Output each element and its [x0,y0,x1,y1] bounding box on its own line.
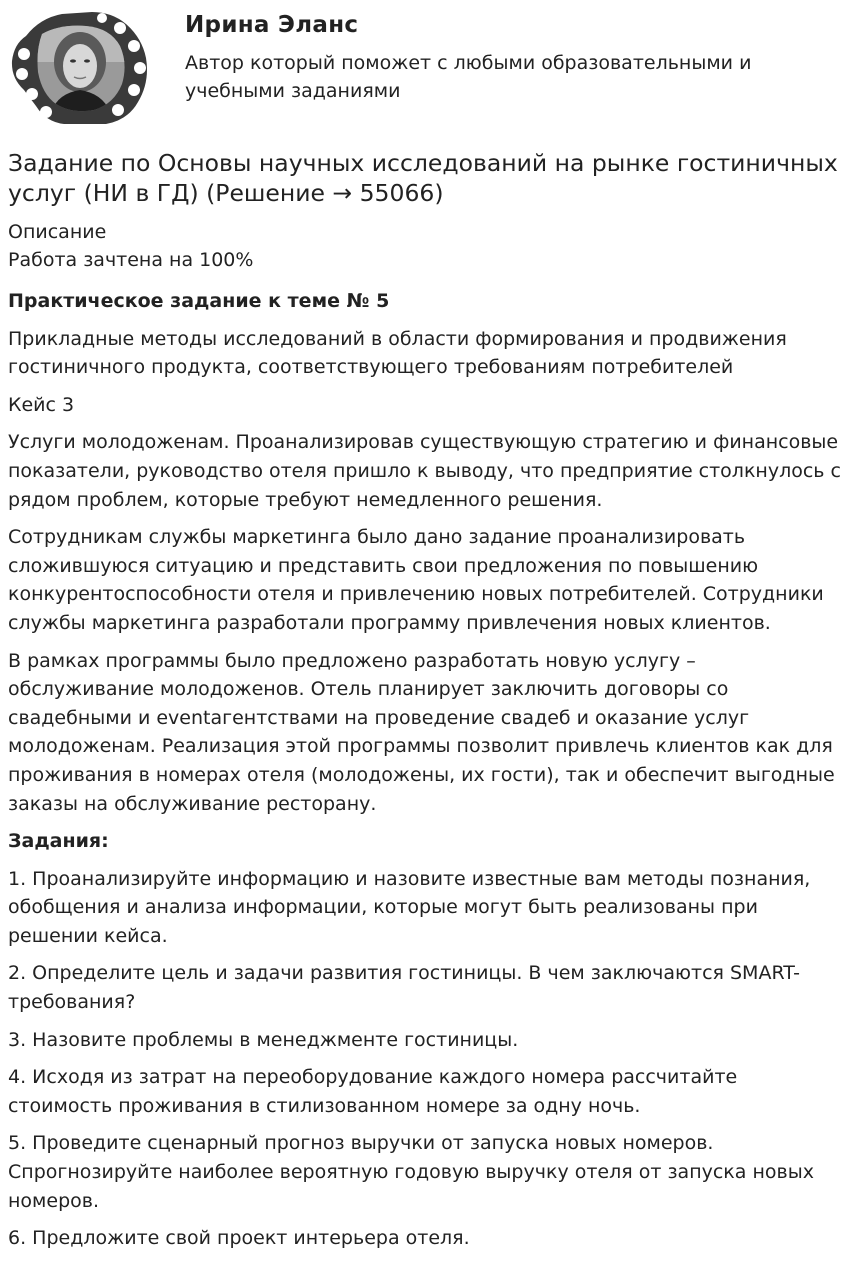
case-label: Кейс 3 [8,393,75,416]
main-content [8,148,842,1253]
meta-block [8,218,842,274]
task-item-2: 2. Определите цель и задачи развития гостиницы. В чем заключаются SMART-требования? [8,962,800,1014]
author-avatar [6,6,152,128]
author-name[interactable]: Ирина Эланс [185,12,359,38]
task-item-3: 3. Назовите проблемы в менеджменте гостиницы. [8,1028,519,1051]
author-description: Автор который поможет с любыми образовательными и учебными заданиями [185,52,752,102]
case-paragraph-3: В рамках программы было предложено разработать новую услугу – обслуживание молодоженов. Отель планирует заключить договоры со свадебными и eventагентствами на проведение свадеб и оказание услуг молодоженам. Реализация этой программы позволит привлечь клиентов как для проживания в номерах отеля (молодожены, их гости), так и обеспечит выгодные заказы на обслуживание ресторану. [8,649,835,815]
page-title: Задание по Основы научных исследований на рынке гостиничных услуг (НИ в ГД) (Решение → 55066) [8,149,838,207]
task-item-1: 1. Проанализируйте информацию и назовите известные вам методы познания, обобщения и анализа информации, которые могут быть реализованы при решении кейса. [8,867,811,947]
grade-status: Работа зачтена на 100% [8,249,254,271]
tasks-heading: Задания: [8,830,109,853]
description-label: Описание [8,221,107,243]
task-item-5: 5. Проведите сценарный прогноз выручки от запуска новых номеров. Спрогнозируйте наиболее вероятную годовую выручку отеля от запуска новых номеров. [8,1132,814,1212]
case-paragraph-2: Сотрудникам службы маркетинга было дано задание проанализировать сложившуюся ситуацию и представить свои предложения по повышению конкурентоспособности отеля и привлечению новых потребителей. Сотрудники службы маркетинга разработали программу привлечения новых клиентов. [8,526,824,634]
task-item-6: 6. Предложите свой проект интерьера отеля. [8,1227,470,1250]
author-header [0,0,847,135]
film-frame-avatar-image [6,6,152,128]
assignment-topic: Прикладные методы исследований в области формирования и продвижения гостиничного продукта, соответствующего требованиям потребителей [8,327,787,379]
case-paragraph-1: Услуги молодоженам. Проанализировав существующую стратегию и финансовые показатели, руководство отеля пришло к выводу, что предприятие столкнулось с рядом проблем, которые требуют немедленного решения. [8,431,841,511]
assignment-heading: Практическое задание к теме № 5 [8,290,390,312]
task-item-4: 4. Исходя из затрат на переоборудование каждого номера рассчитайте стоимость проживания в стилизованном номере за одну ночь. [8,1066,738,1117]
